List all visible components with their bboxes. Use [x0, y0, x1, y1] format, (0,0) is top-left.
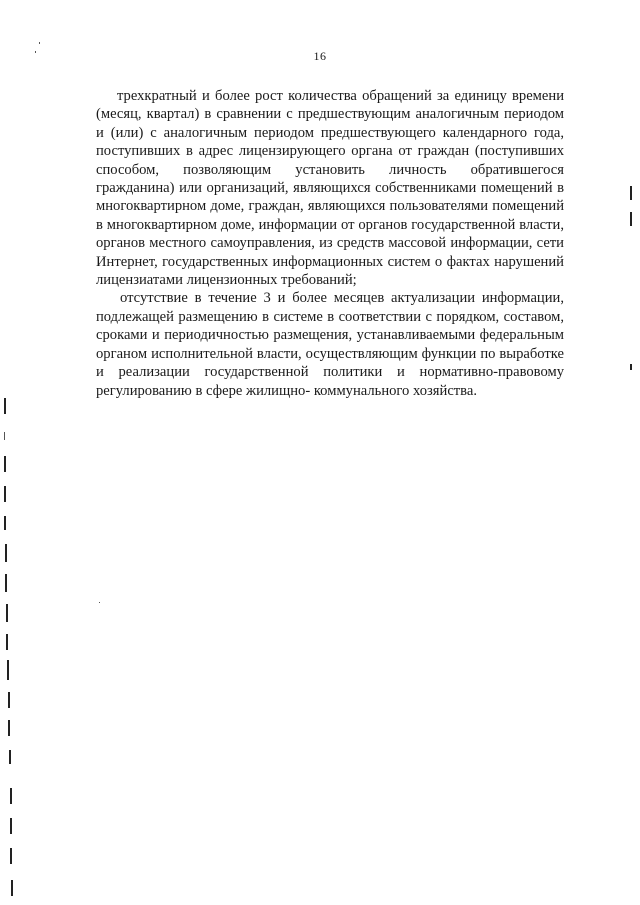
- scan-mark: [5, 574, 7, 592]
- scan-mark: [11, 880, 13, 896]
- scan-mark: [6, 604, 8, 622]
- paragraph-2: отсутствие в течение 3 и более месяцев актуализации информации, подлежащей размещению в системе в соответствии с порядком, составом, сроками и периодичностью размещения, устанавливаемыми федеральным органом исполнительной власти, осуществляющим функции по выработке и реализации государственной политики и нормативно-правовому регулированию в сфере жилищно- коммунального хозяйства.: [96, 290, 564, 399]
- scan-mark: [9, 750, 11, 764]
- scan-dot: [99, 602, 100, 603]
- scan-dot: [39, 42, 40, 44]
- scan-mark: [10, 788, 12, 804]
- scan-mark: [7, 660, 9, 680]
- scan-mark: [4, 516, 6, 530]
- scan-mark: [10, 818, 12, 834]
- scan-mark: [8, 720, 10, 736]
- document-body: [96, 87, 564, 400]
- scan-mark: [8, 692, 10, 708]
- scan-dot: [35, 51, 36, 53]
- scan-mark: [630, 212, 632, 226]
- scan-mark: [5, 544, 7, 562]
- page-number: 16: [313, 49, 327, 63]
- paragraph-1: трехкратный и более рост количества обращений за единицу времени (месяц, квартал) в сравнении с предшествующим аналогичным периодом и (или) с аналогичным периодом предшествующего календарного года, поступивших в адрес лицензирующего органа от граждан (поступивших способом, позволяющим установить личность обратившегося гражданина) или организаций, являющихся собственниками помещений в многоквартирном доме, граждан, являющихся пользователями помещений в многоквартирном доме, информации от органов государственной власти, органов местного самоуправления, из средств массовой информации, сети Интернет, государственных информационных систем о фактах нарушений лицензиатами лицензионных требований;: [96, 88, 564, 289]
- scan-mark: [4, 398, 6, 414]
- scan-mark: [630, 186, 632, 200]
- scan-mark: [6, 634, 8, 650]
- scan-mark: [4, 456, 6, 472]
- scan-mark: [4, 432, 5, 440]
- scan-mark: [10, 848, 12, 864]
- scan-mark: [630, 364, 632, 370]
- scan-mark: [4, 486, 6, 502]
